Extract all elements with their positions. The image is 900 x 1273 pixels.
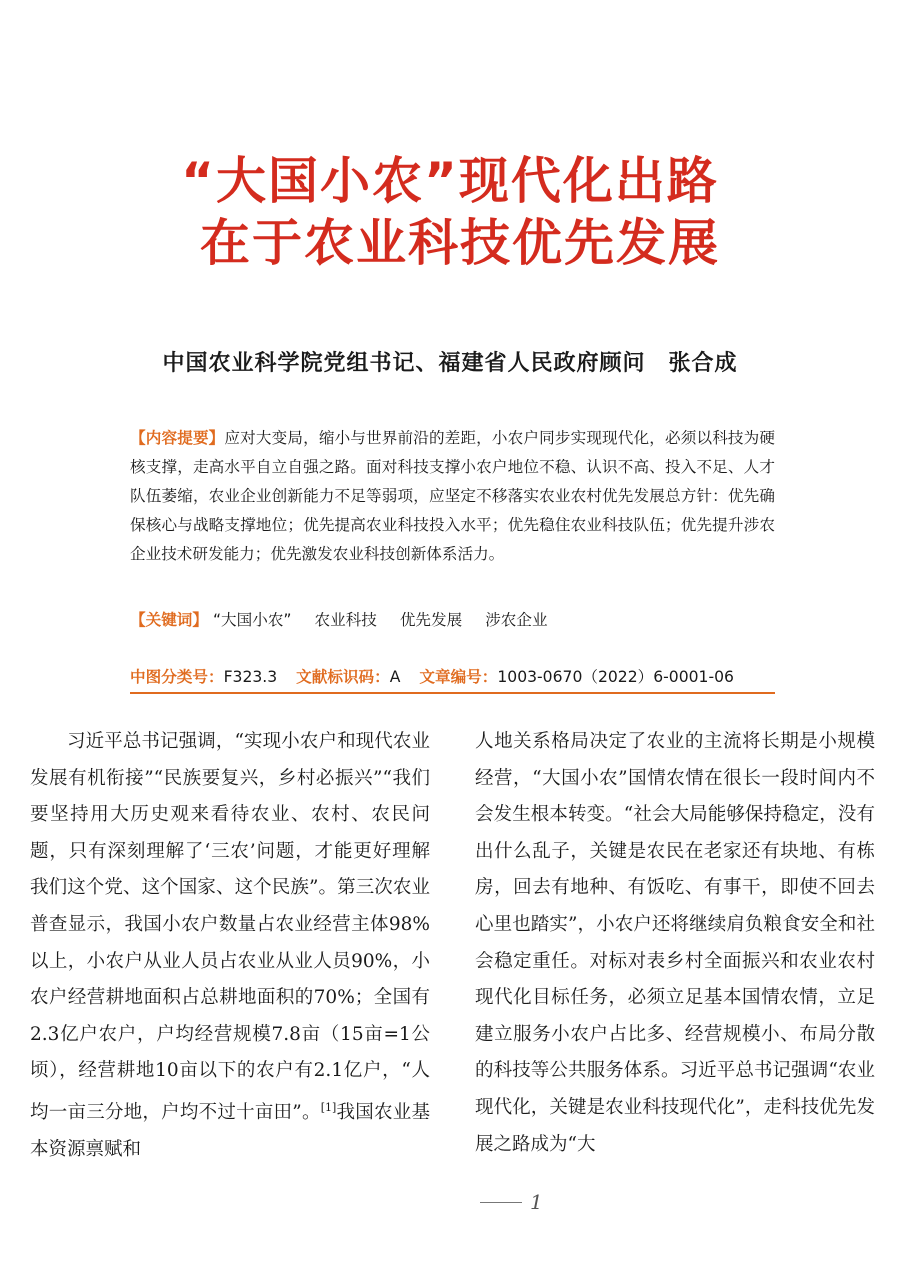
clc-label: 中图分类号： xyxy=(130,668,224,686)
article-number-value: 1003-0670（2022）6-0001-06 xyxy=(497,668,734,686)
keyword-item: “大国小农” xyxy=(212,611,292,629)
keywords xyxy=(130,606,566,635)
page-footer xyxy=(480,1190,543,1214)
body-text: 习近平总书记强调，“实现小农户和现代农业发展有机衔接”“民族要复兴，乡村必振兴”“我们要坚持用大历史观来看待农业、农村、农民问题，只有深刻理解了‘三农’问题，才能更好理解我们这个党、这个国家、这个民族”。第三次农业普查显示，我国小农户数量占农业经营主体98%以上，小农户从业人员占农业从业人员90%，小农户经营耕地面积占总耕地面积的70%；全国有2.3亿户农户，户均经营规模7.8亩（15亩=1公顷），经营耕地10亩以下的农户有2.1亿户，“人均一亩三分地，户均不过十亩田”。 xyxy=(30,731,430,1124)
clc-value: F323.3 xyxy=(223,668,278,686)
keyword-item: 农业科技 xyxy=(314,611,377,629)
footer-rule xyxy=(480,1202,522,1203)
keyword-item: 涉农企业 xyxy=(485,611,548,629)
body-text: 我国农业基本资源禀赋和 xyxy=(30,1102,430,1160)
title-line-1: “大国小农”现代化出路 xyxy=(181,152,719,210)
abstract-label: 【内容提要】 xyxy=(130,429,225,447)
classification-line xyxy=(130,664,775,694)
abstract xyxy=(130,424,775,569)
article-number-label: 文章编号： xyxy=(419,668,498,686)
body-column-right xyxy=(475,724,875,1163)
title-line-2: 在于农业科技优先发展 xyxy=(200,214,720,272)
body-column-left xyxy=(30,724,430,1168)
keywords-label: 【关键词】 xyxy=(130,611,208,629)
footnote-reference[interactable]: [1] xyxy=(320,1100,337,1114)
body-text: 人地关系格局决定了农业的主流将长期是小规模经营，“大国小农”国情农情在很长一段时间内不会发生根本转变。“社会大局能够保持稳定，没有出什么乱子，关键是农民在老家还有块地、有栋房，回去有地种、有饭吃、有事干，即使不回去心里也踏实”，小农户还将继续肩负粮食安全和社会稳定重任。对标对表乡村全面振兴和农业农村现代化目标任务，必须立足基本国情农情，立足建立服务小农户占比多、经营规模小、布局分散的科技等公共服务体系。习近平总书记强调“农业现代化，关键是农业科技现代化”，走科技优先发展之路成为“大 xyxy=(475,731,875,1155)
doc-code-value: A xyxy=(389,668,401,686)
article-title xyxy=(0,150,900,274)
abstract-text: 应对大变局，缩小与世界前沿的差距，小农户同步实现现代化，必须以科技为硬核支撑，走高水平自立自强之路。面对科技支撑小农户地位不稳、认识不高、投入不足、人才队伍萎缩，农业企业创新能力不足等弱项，应坚定不移落实农业农村优先发展总方针：优先确保核心与战略支撑地位；优先提高农业科技投入水平；优先稳住农业科技队伍；优先提升涉农企业技术研发能力；优先激发农业科技创新体系活力。 xyxy=(130,429,775,563)
page-number: 1 xyxy=(530,1190,543,1214)
keyword-item: 优先发展 xyxy=(399,611,463,629)
author-line: 中国农业科学院党组书记、福建省人民政府顾问 张合成 xyxy=(162,350,738,376)
doc-code-label: 文献标识码： xyxy=(296,668,390,686)
